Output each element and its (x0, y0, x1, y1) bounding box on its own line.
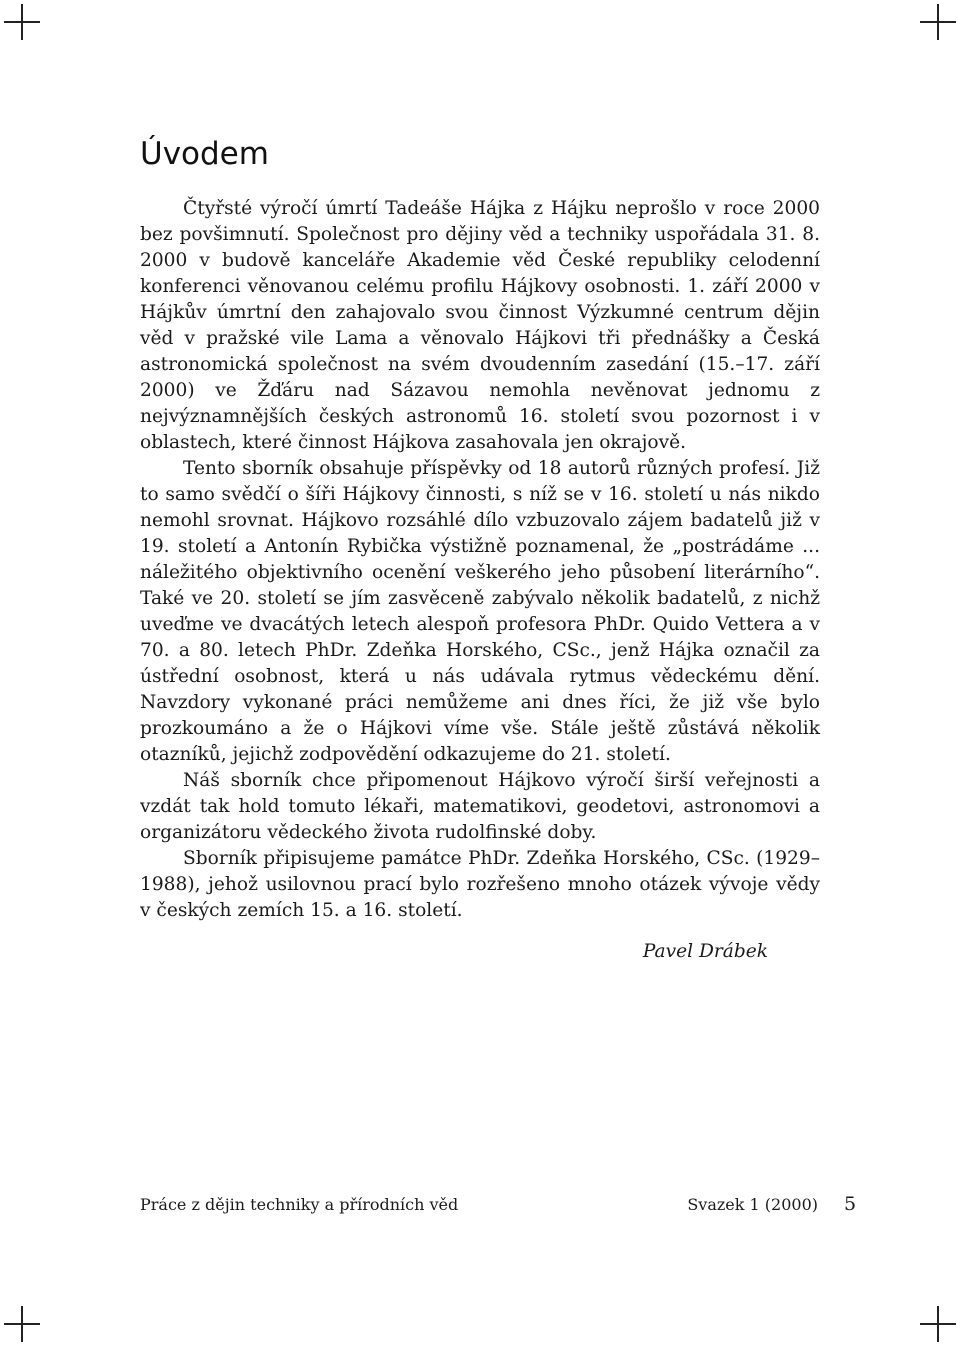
crop-mark-top-right (920, 4, 956, 40)
paragraph: Čtyřsté výročí úmrtí Tadeáše Hájka z Hájku neprošlo v roce 2000 bez povšimnutí. Společnost pro dějiny věd a techniky uspořádala 31. 8. 2000 v budově kanceláře Akademie věd České republiky celodenní konferenci věnovanou celému profilu Hájkovy osobnosti. 1. září 2000 v Hájkův úmrtní den zahajovalo svou činnost Výzkumné centrum dějin věd v pražské vile Lama a věnovalo Hájkovi tři přednášky a Česká astronomická společnost na svém dvoudenním zasedání (15.–17. září 2000) ve Žďáru nad Sázavou nemohla nevěnovat jednomu z nejvýznamnějších českých astronomů 16. století svou pozornost i v oblastech, které činnost Hájkova zasahovala jen okrajově. (140, 198, 820, 453)
paragraph: Náš sborník chce připomenout Hájkovo výročí širší veřejnosti a vzdát tak hold tomuto lékaři, matematikovi, geodetovi, astronomovi a organizátoru vědeckého života rudolfinské doby. (140, 770, 820, 843)
author-signature: Pavel Drábek (642, 941, 768, 962)
footer-journal-title: Práce z dějin techniky a přírodních věd (140, 1195, 459, 1214)
footer-volume: Svazek 1 (2000) (687, 1195, 818, 1214)
paragraph: Tento sborník obsahuje příspěvky od 18 autorů různých profesí. Již to samo svědčí o šíři Hájkovy činnosti, s níž se v 16. století u nás nikdo nemohl srovnat. Hájkovo rozsáhlé dílo vzbuzovalo zájem badatelů již v 19. století a Antonín Rybička výstižně poznamenal, že „postrádáme ... náležitého objektivního ocenění veškerého jeho působení literárního“. Také ve 20. století se jím zasvěceně zabývalo několik badatelů, z nichž uveďme ve dvacátých letech alespoň profesora PhDr. Quido Vettera a v 70. a 80. letech PhDr. Zdeňka Horského, CSc., jenž Hájka označil za ústřední osobnost, která u nás udávala rytmus vědeckému dění. Navzdory vykonané práci nemůžeme ani dnes říci, že již vše bylo prozkoumáno a že o Hájkovi víme vše. Stále ještě zůstává několik otazníků, jejichž zodpovědění odkazujeme do 21. století. (140, 458, 820, 765)
crop-mark-top-left (4, 4, 40, 40)
page-title: Úvodem (140, 136, 269, 172)
page-number: 5 (844, 1193, 857, 1215)
paragraph: Sborník připisujeme památce PhDr. Zdeňka Horského, CSc. (1929–1988), jehož usilovnou prací bylo rozřešeno mnoho otázek vývoje vědy v českých zemích 15. a 16. století. (140, 848, 820, 921)
body-text (140, 196, 820, 924)
crop-mark-bottom-left (4, 1306, 40, 1342)
crop-mark-bottom-right (920, 1306, 956, 1342)
